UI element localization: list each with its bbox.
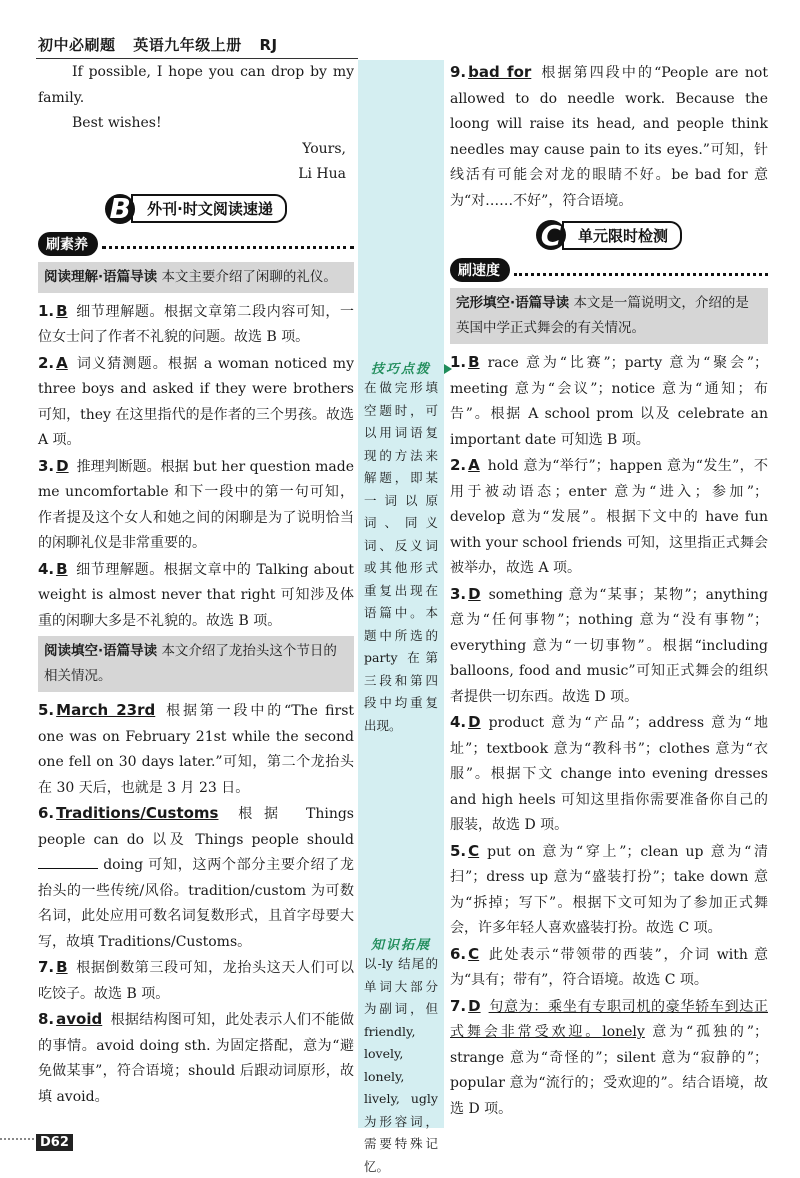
guide-text: 本文介绍了龙抬头这个节日的相关情况。 bbox=[44, 643, 337, 684]
tag-row-c bbox=[450, 258, 768, 282]
header-divider bbox=[36, 58, 358, 59]
side-note-text-tips: 在做完形填空题时，可以用词语复现的方法来解题，即某一词以原词、同义词、反义词或其他形式重复出现在语篇中。本题中所选的 party 在第三段和第四段中均重复出现。 bbox=[364, 380, 438, 733]
section-c-badge bbox=[450, 220, 768, 250]
reading-guide-2 bbox=[38, 636, 354, 692]
letter-signoff: Yours, bbox=[302, 140, 346, 157]
guide-label: 阅读填空·语篇导读 bbox=[44, 643, 158, 659]
section-b-badge bbox=[38, 194, 354, 224]
page-header bbox=[38, 34, 418, 56]
answer-item: 5. C put on 意为“穿上”；clean up 意为“清扫”；dress up 意为“盛装打扮”；take down 意为“拆掉；写下”。根据下文可知为了参加正式舞会，许多年轻人喜欢盛装打扮。故选 C 项。 bbox=[450, 841, 768, 936]
answer-item: 8. avoid 根据结构图可知，此处表示人们不能做的事情。avoid doing sth. 为固定搭配，意为“避免做某事”，符合语境；should 后跟动词原形，故填 avoid。 bbox=[38, 1010, 354, 1105]
dotted-divider bbox=[514, 265, 768, 276]
side-note-title-tips: 技巧点拨 bbox=[370, 362, 431, 377]
guide-label: 阅读理解·语篇导读 bbox=[44, 268, 158, 285]
answer-item: 3. D something 意为“某事；某物”；anything 意为“任何事物”；nothing 意为“没有事物”；everything 意为“一切事物”。根据“including balloons, food and music”可知正式舞会的组织者提供一切东西。故选 D 项。 bbox=[450, 584, 768, 705]
answer-item: 1. B 细节理解题。根据文章第二段内容可知，一位女士问了作者不礼貌的问题。故选 B 项。 bbox=[38, 301, 354, 345]
section-b-title: 外刊·时文阅读速递 bbox=[131, 194, 287, 223]
guide-text: 本文是一篇说明文，介绍的是英国中学正式舞会的有关情况。 bbox=[456, 295, 749, 336]
dotted-divider bbox=[102, 238, 354, 249]
answer-item: 9. bad for 根据第四段中的“People are not allowed to do needle work. Because the loong will raise its head, and people think needles may cause pain to its eyes.”可知，针线活有可能会对龙的眼睛不好。be bad for 意为“对……不好”，符合语境。 bbox=[450, 63, 768, 209]
answer-list-b2 bbox=[38, 698, 354, 1110]
answer-item: 5. March 23rd 根据第一段中的“The first one was on February 21st while the second one fell on 30 days later.”可知，第二个龙抬头在 30 天后，也就是 3 月 23 日。 bbox=[38, 701, 355, 796]
tag-label-b: 刷素养 bbox=[38, 232, 98, 256]
left-column bbox=[38, 60, 354, 1110]
answer-item: 2. A hold 意为“举行”；happen 意为“发生”，不用于被动语态；enter 意为“进入；参加”；develop 意为“发展”。根据下文中的 have fun with your school friends 可知，这里指正式舞会被举办，故选 A 项。 bbox=[450, 456, 768, 576]
bottom-dotted-line bbox=[0, 1138, 34, 1140]
answer-item: 3. D 推理判断题。根据 but her question made me uncomfortable 和下一段中的第一句可知，作者提及这个女人和她之间的闲聊是为了说明恰当的闲聊礼仪是非常重要的。 bbox=[38, 456, 354, 551]
blank-line bbox=[38, 868, 98, 869]
section-b-letter: B bbox=[105, 194, 135, 224]
answer-item: 4. B 细节理解题。根据文章中的 Talking about weight is almost never that right 可知涉及体重的闲聊大多是不礼貌的。故选 B 项。 bbox=[38, 559, 354, 629]
answer-item: 6. C 此处表示“带领带的西装”，介词 with 意为“具有；带有”，符合语境。故选 C 项。 bbox=[450, 944, 768, 988]
tag-label-c: 刷速度 bbox=[450, 258, 510, 282]
edition-label: RJ bbox=[259, 36, 278, 54]
subject-title: 英语九年级上册 bbox=[133, 36, 242, 54]
letter-closing: Best wishes! bbox=[72, 115, 162, 131]
answer-list-c bbox=[450, 350, 768, 1122]
answer-item: 6. Traditions/Customs 根据 Things people can do 以及 Things people should doing 可知，这两个部分主要介绍了龙抬头的一些传统/风俗。tradition/custom 为可数名词，此处应用可数名词复数形式，且首字母要大写，故填 Traditions/Customs。 bbox=[38, 804, 354, 950]
answer-item: 7. B 根据倒数第三段可知，龙抬头这天人们可以吃饺子。故选 B 项。 bbox=[38, 958, 354, 1002]
reading-guide-1 bbox=[38, 262, 354, 293]
book-title: 初中必刷题 bbox=[38, 36, 116, 54]
answer-item: 4. D product 意为“产品”；address 意为“地址”；textbook 意为“教科书”；clothes 意为“衣服”。根据下文 change into evening dresses and high heels 可知这里指你需要准备你自己的服装，故选 D 项。 bbox=[450, 713, 768, 833]
answer-item: 2. A 词义猜测题。根据 a woman noticed my three boys and asked if they were brothers 可知，they 在这里指代的是作者的三个男孩。故选 A 项。 bbox=[38, 353, 354, 448]
tag-row-b bbox=[38, 232, 354, 256]
right-column bbox=[450, 60, 768, 1122]
section-c-title: 单元限时检测 bbox=[562, 221, 682, 250]
letter-signature: Li Hua bbox=[298, 166, 346, 182]
side-note-title-knowledge: 知识拓展 bbox=[370, 938, 431, 953]
cloze-guide bbox=[450, 288, 768, 344]
side-notes-column bbox=[358, 60, 444, 1174]
answer-item: 7. D 句意为：乘坐有专职司机的豪华轿车到达正式舞会非常受欢迎。lonely 意为“孤独的”；strange 意为“奇怪的”；silent 意为“寂静的”；popular 意为“流行的；受欢迎的”。结合语境，故选 D 项。 bbox=[450, 996, 768, 1117]
guide-label: 完形填空·语篇导读 bbox=[456, 295, 570, 311]
side-note-text-knowledge: 以-ly 结尾的单词大部分为副词，但 friendly, lovely, lonely, lively, ugly 为形容词，需要特殊记忆。 bbox=[364, 956, 438, 1174]
answer-list-b1 bbox=[38, 299, 354, 635]
answer-item: 1. B race 意为“比赛”；party 意为“聚会”；meeting 意为“会议”；notice 意为“通知；布告”。根据 A school prom 以及 celebrate an important date 可知选 B 项。 bbox=[450, 353, 768, 448]
page-number: D62 bbox=[36, 1134, 73, 1151]
section-c-letter: C bbox=[536, 220, 566, 250]
letter-line: If possible, I hope you can drop by my family. bbox=[38, 64, 354, 106]
guide-text: 本文主要介绍了闲聊的礼仪。 bbox=[161, 268, 337, 285]
